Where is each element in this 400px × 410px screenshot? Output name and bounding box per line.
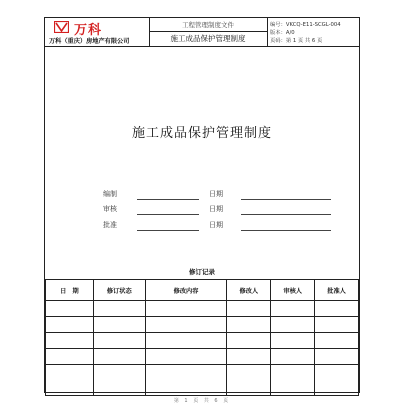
document-header [44, 17, 360, 47]
col-modifier: 修改人 [227, 280, 271, 301]
doc-version: 版本：A/0 [270, 30, 295, 36]
header-title-cell [149, 18, 268, 46]
table-row [46, 301, 359, 317]
signoff-date-line-approved[interactable] [241, 230, 331, 231]
table-row [46, 317, 359, 333]
company-name: 万科（重庆）房地产有限公司 [49, 38, 130, 45]
table-row [46, 349, 359, 365]
doc-number: 编号：VKCQ-E11-SCGL-004 [270, 22, 341, 28]
document-page [44, 17, 360, 404]
col-date: 日 期 [46, 280, 94, 301]
table-row [46, 365, 359, 396]
col-reviewer: 审核人 [271, 280, 315, 301]
col-approver: 批准人 [315, 280, 359, 301]
header-meta-cell [267, 18, 359, 46]
signoff-date-label-approved: 日期 [209, 221, 223, 229]
logo-text: 万科 [74, 23, 103, 38]
doc-category: 工程管理制度文件 [149, 19, 267, 32]
revision-record-title: 修订记录 [189, 268, 215, 276]
table-row [46, 333, 359, 349]
vanke-logo-icon [54, 21, 69, 33]
col-change-content: 修改内容 [145, 280, 227, 301]
revision-header-row [46, 280, 359, 301]
signoff-line-reviewed[interactable] [137, 214, 199, 215]
header-logo-cell [45, 18, 150, 46]
signoff-line-prepared[interactable] [137, 199, 199, 200]
col-revision-status: 修订状态 [93, 280, 145, 301]
revision-table [45, 279, 359, 396]
signoff-date-label-prepared: 日期 [209, 190, 223, 198]
page-footer: 第 1 页 共 6 页 [173, 398, 231, 404]
signoff-label-prepared: 编制 [103, 190, 117, 198]
vanke-logo [54, 19, 134, 38]
doc-page: 页码：第 1 页 共 6 页 [270, 38, 323, 44]
doc-title: 施工成品保护管理制度 [170, 34, 246, 43]
page-title: 施工成品保护管理制度 [131, 126, 272, 141]
signoff-line-approved[interactable] [137, 230, 199, 231]
signoff-label-approved: 批准 [103, 221, 117, 229]
document-body [44, 47, 360, 393]
signoff-date-line-reviewed[interactable] [241, 214, 331, 215]
signoff-date-label-reviewed: 日期 [209, 205, 223, 213]
signoff-label-reviewed: 审核 [103, 205, 117, 213]
signoff-date-line-prepared[interactable] [241, 199, 331, 200]
